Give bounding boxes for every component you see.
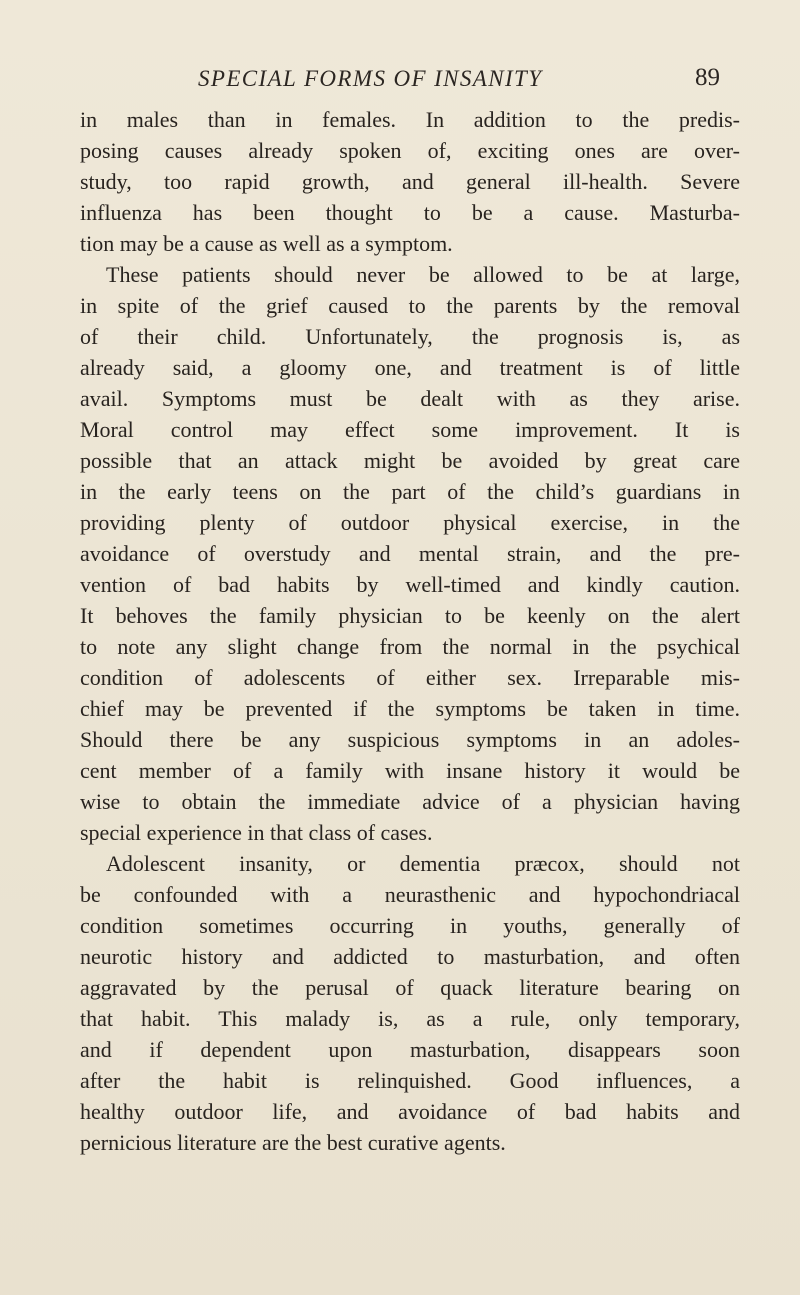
text-line: avoidance of overstudy and mental strain, and the pre- <box>80 541 740 566</box>
text-line: wise to obtain the immediate advice of a physician having <box>80 789 740 814</box>
text-line: special experience in that class of cases. <box>80 820 433 845</box>
text-line: Adolescent insanity, or dementia præcox, should not <box>106 851 740 876</box>
text-line: possible that an attack might be avoided by great care <box>80 448 740 473</box>
text-line: pernicious literature are the best curative agents. <box>80 1130 506 1155</box>
text-line: study, too rapid growth, and general ill-health. Severe <box>80 169 740 194</box>
text-line: chief may be prevented if the symptoms be taken in time. <box>80 696 740 721</box>
text-line: and if dependent upon masturbation, disappears soon <box>80 1037 740 1062</box>
text-line: after the habit is relinquished. Good influences, a <box>80 1068 740 1093</box>
text-line: influenza has been thought to be a cause. Masturba- <box>80 200 740 225</box>
text-line: vention of bad habits by well-timed and kindly caution. <box>80 572 740 597</box>
text-line: neurotic history and addicted to masturbation, and often <box>80 944 740 969</box>
body-text <box>80 104 740 1158</box>
text-line: posing causes already spoken of, exciting ones are over- <box>80 138 740 163</box>
text-line: tion may be a cause as well as a symptom. <box>80 231 453 256</box>
text-line: cent member of a family with insane history it would be <box>80 758 740 783</box>
text-line: in the early teens on the part of the child’s guardians in <box>80 479 740 504</box>
text-line: condition of adolescents of either sex. Irreparable mis- <box>80 665 740 690</box>
text-line: Should there be any suspicious symptoms in an adoles- <box>80 727 740 752</box>
text-line: healthy outdoor life, and avoidance of bad habits and <box>80 1099 740 1124</box>
text-line: in spite of the grief caused to the parents by the removal <box>80 293 740 318</box>
text-line: already said, a gloomy one, and treatment is of little <box>80 355 740 380</box>
text-line: It behoves the family physician to be keenly on the alert <box>80 603 740 628</box>
text-line: be confounded with a neurasthenic and hypochondriacal <box>80 882 740 907</box>
text-line: in males than in females. In addition to the predis- <box>80 107 740 132</box>
text-line: aggravated by the perusal of quack literature bearing on <box>80 975 740 1000</box>
page-number: 89 <box>695 64 720 91</box>
text-line: that habit. This malady is, as a rule, only temporary, <box>80 1006 740 1031</box>
text-line: Moral control may effect some improvement. It is <box>80 417 740 442</box>
text-line: condition sometimes occurring in youths, generally of <box>80 913 740 938</box>
text-line: to note any slight change from the normal in the psychical <box>80 634 740 659</box>
text-line: avail. Symptoms must be dealt with as they arise. <box>80 386 740 411</box>
text-line: of their child. Unfortunately, the prognosis is, as <box>80 324 740 349</box>
text-line: These patients should never be allowed to be at large, <box>106 262 740 287</box>
running-head: SPECIAL FORMS OF INSANITY <box>198 66 543 91</box>
text-line: providing plenty of outdoor physical exercise, in the <box>80 510 740 535</box>
